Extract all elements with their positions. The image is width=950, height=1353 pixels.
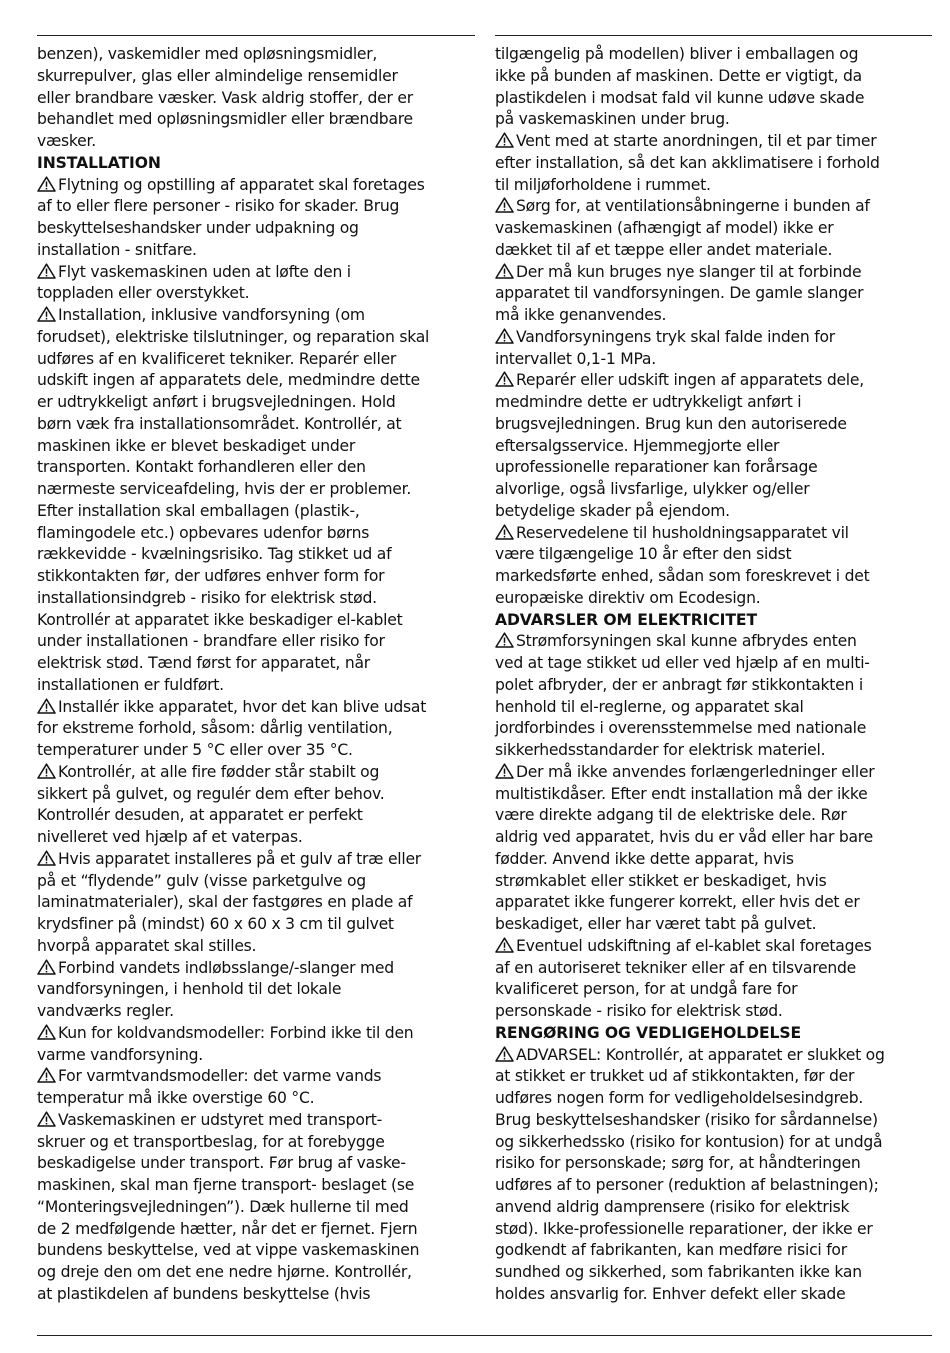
- line-text: flamingodele etc.) opbevares udenfor børns: [37, 523, 370, 542]
- line-text: risiko for personskade; sørg for, at håndteringen: [495, 1154, 861, 1173]
- line-text: Vent med at starte anordningen, til et par timer: [516, 132, 877, 150]
- line-text: temperaturer under 5 °C eller over 35 °C.: [37, 741, 353, 759]
- warning-triangle-icon: [495, 763, 514, 779]
- warning-triangle-icon: [37, 698, 56, 714]
- text-line: [495, 218, 940, 240]
- text-line: [495, 697, 940, 719]
- text-line: [495, 436, 940, 458]
- text-line: [37, 1023, 482, 1045]
- line-text: Installér ikke apparatet, hvor det kan blive udsat: [58, 697, 427, 716]
- line-text: stød). Ikke-professionelle reparationer, der ikke er: [495, 1219, 873, 1238]
- line-text: tilgængelig på modellen) bliver i emballagen og: [495, 45, 859, 63]
- warning-triangle-icon: [495, 197, 514, 213]
- line-text: INSTALLATION: [37, 153, 161, 172]
- line-text: Flyt vaskemaskinen uden at løfte den i: [58, 262, 351, 281]
- text-line: [495, 827, 940, 849]
- line-text: strømkablet eller stikket er beskadiget, hvis: [495, 871, 827, 890]
- right-column: [495, 44, 940, 1306]
- text-line: [495, 240, 940, 262]
- line-text: på et “flydende” gulv (visse parketgulve og: [37, 871, 366, 890]
- text-line: [37, 1153, 482, 1175]
- line-text: maskinen, skal man fjerne transport- beslaget (se: [37, 1176, 415, 1194]
- text-line: [495, 196, 940, 218]
- text-line: [495, 1240, 940, 1262]
- line-text: medmindre dette er udtrykkeligt anført i: [495, 393, 802, 411]
- line-text: RENGØRING OG VEDLIGEHOLDELSE: [495, 1023, 802, 1042]
- line-text: skurrepulver, glas eller almindelige rensemidler: [37, 66, 398, 85]
- text-line: [495, 109, 940, 131]
- line-text: at plastikdelen af bundens beskyttelse (hvis: [37, 1284, 371, 1303]
- text-line: [37, 892, 482, 914]
- line-text: skruer og et transportbeslag, for at forebygge: [37, 1132, 385, 1151]
- line-text: være direkte adgang til de elektriske dele. Rør: [495, 806, 847, 825]
- line-text: stikkontakten før, der udføres enhver form for: [37, 567, 385, 585]
- line-text: ikke på bunden af maskinen. Dette er vigtigt, da: [495, 66, 862, 85]
- text-line: [37, 653, 482, 675]
- line-text: personskade - risiko for elektrisk stød.: [495, 1002, 783, 1020]
- line-text: udskift ingen af apparatets dele, medmindre dette: [37, 371, 420, 390]
- line-text: europæiske direktiv om Ecodesign.: [495, 588, 761, 607]
- text-line: [495, 588, 940, 610]
- text-line: [37, 1175, 482, 1197]
- text-line: [495, 501, 940, 523]
- text-line: [495, 1001, 940, 1023]
- text-line: [495, 958, 940, 980]
- text-line: [37, 457, 482, 479]
- warning-triangle-icon: [37, 959, 56, 975]
- text-line: [495, 1132, 940, 1154]
- line-text: eller brandbare væsker. Vask aldrig stoffer, der er: [37, 88, 413, 107]
- line-text: bundens beskyttelse, ved at vippe vaskemaskinen: [37, 1241, 420, 1260]
- text-line: [495, 457, 940, 479]
- text-line: [37, 1240, 482, 1262]
- line-text: brugsvejledningen. Brug kun den autoriserede: [495, 414, 847, 433]
- warning-triangle-icon: [495, 937, 514, 953]
- text-line: [37, 805, 482, 827]
- text-line: [495, 936, 940, 958]
- line-text: temperatur må ikke overstige 60 °C.: [37, 1089, 315, 1107]
- text-line: [37, 697, 482, 719]
- text-line: [37, 1088, 482, 1110]
- text-line: [495, 131, 940, 153]
- text-line: [37, 283, 482, 305]
- text-line: [495, 414, 940, 436]
- line-text: jordforbindes i overensstemmelse med nationale: [495, 719, 867, 738]
- text-line: [495, 566, 940, 588]
- line-text: sundhed og sikkerhed, som fabrikanten ikke kan: [495, 1263, 862, 1281]
- text-line: [37, 1197, 482, 1219]
- line-text: udføres af to personer (reduktion af belastningen);: [495, 1176, 879, 1194]
- text-line: [495, 740, 940, 762]
- line-text: markedsførte enhed, sådan som foreskrevet i det: [495, 567, 870, 585]
- warning-triangle-icon: [37, 1111, 56, 1127]
- text-line: [37, 218, 482, 240]
- line-text: maskinen ikke er blevet beskadiget under: [37, 436, 356, 455]
- line-text: fødder. Anvend ikke dette apparat, hvis: [495, 849, 794, 868]
- text-line: [495, 153, 940, 175]
- text-line: [37, 1066, 482, 1088]
- text-line: [495, 631, 940, 653]
- text-line: [37, 1284, 482, 1306]
- line-text: beskyttelseshandsker under udpakning og: [37, 219, 359, 237]
- line-text: godkendt af fabrikanten, kan medføre risici for: [495, 1241, 847, 1260]
- line-text: beskadigelse under transport. Før brug af vaske-: [37, 1154, 406, 1173]
- line-text: til miljøforholdene i rummet.: [495, 175, 711, 194]
- line-text: nærmeste serviceafdeling, hvis der er problemer.: [37, 480, 412, 498]
- warning-triangle-icon: [37, 763, 56, 779]
- text-line: [495, 523, 940, 545]
- line-text: være tilgængelige 10 år efter den sidst: [495, 545, 792, 564]
- line-text: under installationen - brandfare eller risiko for: [37, 632, 385, 651]
- section-heading: [495, 1023, 940, 1045]
- text-line: [495, 1153, 940, 1175]
- text-line: [37, 544, 482, 566]
- line-text: beskadiget, eller har været tabt på gulvet.: [495, 915, 817, 933]
- line-text: transporten. Kontakt forhandleren eller den: [37, 458, 366, 477]
- text-line: [37, 44, 482, 66]
- text-line: [37, 131, 482, 153]
- warning-triangle-icon: [495, 132, 514, 148]
- text-line: [495, 1175, 940, 1197]
- line-text: Reservedelene til husholdningsapparatet vil: [516, 523, 849, 542]
- warning-triangle-icon: [37, 306, 56, 322]
- text-line: [495, 914, 940, 936]
- line-text: Kontrollér desuden, at apparatet er perfekt: [37, 806, 363, 825]
- line-text: Eventuel udskiftning af el-kablet skal foretages: [516, 936, 872, 955]
- text-line: [37, 370, 482, 392]
- text-line: [37, 479, 482, 501]
- line-text: behandlet med opløsningsmidler eller brændbare: [37, 110, 413, 129]
- line-text: apparatet til vandforsyningen. De gamle slanger: [495, 284, 864, 303]
- line-text: nivelleret ved hjælp af et vaterpas.: [37, 828, 303, 846]
- warning-triangle-icon: [37, 1067, 56, 1083]
- text-line: [37, 740, 482, 762]
- warning-triangle-icon: [495, 1046, 514, 1062]
- text-line: [37, 305, 482, 327]
- line-text: at stikket er trukket ud af stikkontakten, før der: [495, 1067, 855, 1086]
- line-text: Flytning og opstilling af apparatet skal foretages: [58, 175, 425, 194]
- text-line: [37, 1045, 482, 1067]
- line-text: af to eller flere personer - risiko for skader. Brug: [37, 197, 400, 216]
- text-line: [495, 1197, 940, 1219]
- text-line: [37, 849, 482, 871]
- text-line: [37, 762, 482, 784]
- text-line: [37, 414, 482, 436]
- text-line: [495, 327, 940, 349]
- line-text: Vandforsyningens tryk skal falde inden for: [516, 327, 835, 346]
- text-line: [37, 784, 482, 806]
- line-text: holdes ansvarlig for. Enhver defekt eller skade: [495, 1284, 846, 1303]
- line-text: de 2 medfølgende hætter, når det er fjernet. Fjern: [37, 1219, 418, 1238]
- text-line: [495, 1066, 940, 1088]
- line-text: plastikdelen i modsat fald vil kunne udøve skade: [495, 88, 865, 107]
- text-line: [495, 305, 940, 327]
- text-line: [495, 479, 940, 501]
- line-text: installation - snitfare.: [37, 240, 197, 259]
- line-text: vaskemaskinen (afhængigt af model) ikke er: [495, 219, 834, 237]
- left-column: [37, 44, 482, 1306]
- line-text: dækket til af et tæppe eller andet materiale.: [495, 240, 833, 259]
- warning-triangle-icon: [495, 632, 514, 648]
- line-text: ved at tage stikket ud eller ved hjælp af en multi-: [495, 654, 870, 672]
- line-text: betydelige skader på ejendom.: [495, 501, 730, 520]
- line-text: hvorpå apparatet skal stilles.: [37, 936, 257, 955]
- line-text: vandforsyningen, i henhold til det lokale: [37, 980, 342, 999]
- section-heading: [37, 153, 482, 175]
- line-text: Kontrollér at apparatet ikke beskadiger el-kablet: [37, 610, 403, 629]
- line-text: kvalificeret person, for at undgå fare for: [495, 980, 798, 999]
- line-text: uprofessionelle reparationer kan forårsage: [495, 458, 818, 477]
- text-line: [495, 175, 940, 197]
- text-line: [37, 936, 482, 958]
- text-line: [495, 1219, 940, 1241]
- line-text: udføres nogen form for vedligeholdelsesindgreb.: [495, 1089, 864, 1107]
- text-line: [37, 1219, 482, 1241]
- text-line: [495, 44, 940, 66]
- line-text: Forbind vandets indløbsslange/-slanger med: [58, 958, 394, 977]
- line-text: eftersalgsservice. Hjemmegjorte eller: [495, 436, 780, 455]
- warning-triangle-icon: [37, 850, 56, 866]
- text-line: [37, 327, 482, 349]
- text-line: [37, 675, 482, 697]
- line-text: ADVARSLER OM ELEKTRICITET: [495, 610, 757, 629]
- text-line: [37, 871, 482, 893]
- text-line: [37, 349, 482, 371]
- line-text: aldrig ved apparatet, hvis du er våd eller har bare: [495, 828, 873, 846]
- warning-triangle-icon: [495, 328, 514, 344]
- text-line: [37, 588, 482, 610]
- text-line: [495, 784, 940, 806]
- line-text: Der må ikke anvendes forlængerledninger eller: [516, 762, 875, 781]
- line-text: apparatet ikke fungerer korrekt, eller hvis det er: [495, 893, 860, 912]
- text-line: [37, 631, 482, 653]
- text-line: [37, 610, 482, 632]
- line-text: alvorlige, også livsfarlige, ulykker og/eller: [495, 480, 810, 498]
- text-line: [37, 1110, 482, 1132]
- text-line: [37, 979, 482, 1001]
- warning-triangle-icon: [37, 1024, 56, 1040]
- line-text: på vaskemaskinen under brug.: [495, 110, 730, 129]
- top-rule-left: [37, 35, 475, 36]
- line-text: af en autoriseret tekniker eller af en tilsvarende: [495, 958, 856, 977]
- line-text: er udtrykkeligt anført i brugsvejledningen. Hold: [37, 393, 396, 411]
- text-line: [495, 1262, 940, 1284]
- line-text: toppladen eller overstykket.: [37, 284, 250, 303]
- text-line: [495, 262, 940, 284]
- line-text: Sørg for, at ventilationsåbningerne i bunden af: [516, 197, 870, 216]
- text-line: [495, 892, 940, 914]
- text-line: [495, 283, 940, 305]
- text-line: [495, 1045, 940, 1067]
- text-line: [495, 392, 940, 414]
- line-text: Kun for koldvandsmodeller: Forbind ikke til den: [58, 1023, 414, 1042]
- text-line: [495, 544, 940, 566]
- text-line: [495, 370, 940, 392]
- text-line: [495, 1284, 940, 1306]
- line-text: rækkevidde - kvælningsrisiko. Tag stikket ud af: [37, 545, 392, 564]
- line-text: og sikkerhedssko (risiko for kontusion) for at undgå: [495, 1132, 883, 1151]
- warning-triangle-icon: [37, 176, 56, 192]
- line-text: elektrisk stød. Tænd først for apparatet, når: [37, 654, 370, 672]
- line-text: udføres af en kvalificeret tekniker. Reparér eller: [37, 349, 397, 368]
- line-text: polet afbryder, der er anbragt før stikkontakten i: [495, 675, 863, 694]
- line-text: varme vandforsyning.: [37, 1045, 203, 1064]
- line-text: henhold til el-reglerne, og apparatet skal: [495, 697, 804, 716]
- line-text: Der må kun bruges nye slanger til at forbinde: [516, 262, 862, 281]
- line-text: krydsfiner på (mindst) 60 x 60 x 3 cm til gulvet: [37, 915, 394, 933]
- text-line: [37, 1262, 482, 1284]
- text-line: [495, 718, 940, 740]
- line-text: for ekstreme forhold, såsom: dårlig ventilation,: [37, 719, 393, 738]
- line-text: sikkert på gulvet, og regulér dem efter behov.: [37, 784, 385, 803]
- line-text: Vaskemaskinen er udstyret med transport-: [58, 1110, 383, 1129]
- warning-triangle-icon: [37, 263, 56, 279]
- text-line: [37, 240, 482, 262]
- text-line: [495, 653, 940, 675]
- text-line: [495, 762, 940, 784]
- line-text: Strømforsyningen skal kunne afbrydes enten: [516, 632, 857, 651]
- text-line: [37, 827, 482, 849]
- line-text: anvend aldrig damprensere (risiko for elektrisk: [495, 1197, 850, 1216]
- line-text: installationsindgreb - risiko for elektrisk stød.: [37, 588, 377, 607]
- line-text: laminatmaterialer), skal der fastgøres en plade af: [37, 893, 413, 912]
- text-line: [495, 349, 940, 371]
- line-text: Hvis apparatet installeres på et gulv af træ eller: [58, 849, 421, 868]
- line-text: ADVARSEL: Kontrollér, at apparatet er slukket og: [516, 1045, 885, 1064]
- text-line: [37, 262, 482, 284]
- line-text: forudset), elektriske tilslutninger, og reparation skal: [37, 327, 430, 346]
- line-text: efter installation, så det kan akklimatisere i forhold: [495, 153, 880, 172]
- top-rule-right: [495, 35, 932, 36]
- text-line: [495, 979, 940, 1001]
- text-line: [37, 1001, 482, 1023]
- text-line: [495, 1088, 940, 1110]
- line-text: Kontrollér, at alle fire fødder står stabilt og: [58, 762, 380, 781]
- line-text: For varmtvandsmodeller: det varme vands: [58, 1067, 382, 1086]
- text-line: [37, 392, 482, 414]
- text-line: [37, 1132, 482, 1154]
- section-heading: [495, 610, 940, 632]
- text-line: [37, 958, 482, 980]
- text-line: [37, 501, 482, 523]
- line-text: må ikke genanvendes.: [495, 306, 667, 324]
- line-text: vandværks regler.: [37, 1002, 174, 1020]
- line-text: Reparér eller udskift ingen af apparatets dele,: [516, 371, 864, 390]
- bottom-rule: [37, 1335, 932, 1336]
- text-line: [495, 871, 940, 893]
- text-line: [495, 675, 940, 697]
- text-line: [37, 109, 482, 131]
- line-text: benzen), vaskemidler med opløsningsmidler,: [37, 45, 378, 63]
- text-line: [37, 88, 482, 110]
- text-line: [37, 66, 482, 88]
- text-line: [495, 88, 940, 110]
- line-text: Installation, inklusive vandforsyning (om: [58, 306, 365, 324]
- warning-triangle-icon: [495, 263, 514, 279]
- text-line: [37, 566, 482, 588]
- line-text: “Monteringsvejledningen”). Dæk hullerne til med: [37, 1197, 409, 1216]
- text-line: [495, 805, 940, 827]
- text-line: [37, 914, 482, 936]
- line-text: sikkerhedsstandarder for elektrisk materiel.: [495, 741, 826, 759]
- line-text: Brug beskyttelseshandsker (risiko for sårdannelse): [495, 1110, 878, 1129]
- text-line: [37, 175, 482, 197]
- text-line: [37, 436, 482, 458]
- warning-triangle-icon: [495, 524, 514, 540]
- line-text: børn væk fra installationsområdet. Kontrollér, at: [37, 414, 402, 433]
- line-text: installationen er fuldført.: [37, 675, 224, 694]
- text-line: [37, 523, 482, 545]
- line-text: multistikdåser. Efter endt installation må der ikke: [495, 784, 868, 803]
- line-text: Efter installation skal emballagen (plastik-,: [37, 501, 360, 520]
- warning-triangle-icon: [495, 371, 514, 387]
- line-text: intervallet 0,1-1 MPa.: [495, 349, 656, 368]
- line-text: og dreje den om det ene nedre hjørne. Kontrollér,: [37, 1263, 412, 1281]
- text-line: [495, 66, 940, 88]
- text-line: [37, 196, 482, 218]
- text-line: [37, 718, 482, 740]
- text-line: [495, 1110, 940, 1132]
- text-line: [495, 849, 940, 871]
- line-text: væsker.: [37, 132, 96, 150]
